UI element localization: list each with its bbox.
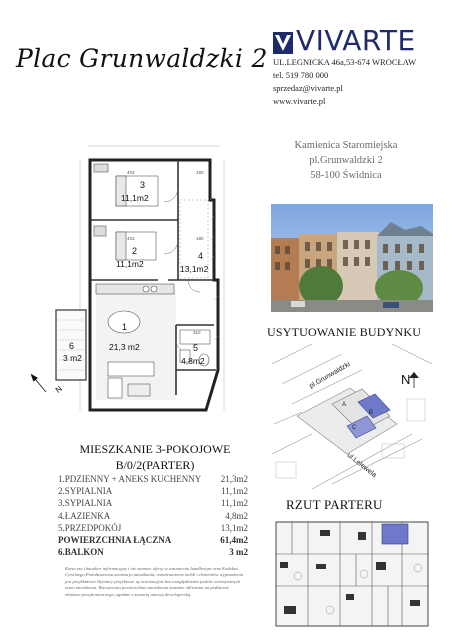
apartment-floor-plan [28,140,248,428]
room-label: 5.PRZEDPOKÓJ [58,522,122,533]
room-area: 13,1m2 [220,522,248,533]
room-number-6: 6 [69,341,75,351]
street-label-grunwaldzki: pl.Grunwaldzki [308,360,352,391]
room-row [58,485,248,497]
phone: tel. 519 780 000 [273,70,329,80]
room-area: 11,1m2 [221,498,248,509]
room-area-3: 11,1m2 [121,193,149,203]
balcony-row [58,546,248,558]
room-label: 4.ŁAZIENKA [58,510,111,521]
building-name: Kamienica Staromiejska [294,140,398,151]
room-row [58,510,248,522]
room-area-4: 13,1m2 [180,264,209,274]
room-number-1: 1 [122,322,128,332]
dimension-label: 403 [127,170,135,175]
page-title: Plac Grunwaldzki 2 [16,44,268,73]
apartment-code: B/0/2(PARTER) [115,458,195,472]
room-label: 1.PDZIENNY + ANEKS KUCHENNY [58,474,202,484]
room-row [58,497,248,509]
site-north-label: N [401,372,411,387]
dimension-label: 310 [193,330,201,335]
website: www.vivarte.pl [273,96,326,106]
room-area: 3 m2 [229,547,248,558]
total-area-row [58,534,248,546]
room-area-1: 21,3 m2 [109,342,140,352]
email: sprzedaz@vivarte.pl [273,83,343,93]
apartment-heading [55,441,255,473]
building-letter-b: B [369,410,374,416]
building-info [262,138,430,183]
site-plan [272,344,432,494]
room-label: POWIERZCHNIA ŁĄCZNA [58,535,172,546]
building-city: 58-100 Świdnica [310,170,382,181]
ground-floor-plan [272,514,432,630]
contact-block [273,56,416,108]
dimension-label: 180 [196,170,204,175]
room-area: 61,4m2 [220,535,248,546]
room-number-2: 2 [132,246,138,256]
apartment-type: MIESZKANIE 3-POKOJOWE [79,442,231,456]
room-label: 3.SYPIALNIA [58,498,113,509]
building-letter-a: A [342,402,347,408]
address: UL.LEGNICKA 46a,53-674 WROCŁAW [273,57,417,67]
building-letter-c: C [352,425,357,431]
room-number-4: 4 [198,251,204,261]
dimension-label: 180 [196,236,204,241]
disclaimer: Karta ma charakter informacyjny i nie stanowi oferty w rozumieniu handlowym oraz Kodeksu Cywilnego.Przedstawiona aranżacja mieszkania, rozmieszczenie mebli i elementów wyposażenia jest przykładowe.Wymiary projektowe są orientacyjne bez uwzględnienia tynków wewnętrznych ścian mieszkania. Rzeczywista powierzchnia mieszkania zostanie obliczona na podstawie obmiaru powykonawczego, zgodnie z zawartą umową deweloperską. [65,566,244,597]
room-area-2: 11,1m2 [116,259,144,269]
room-area: 11,1m2 [221,486,248,497]
location-heading: USYTUOWANIE BUDYNKU [267,325,422,339]
room-row [58,473,248,485]
room-area: 4,8m2 [225,510,248,521]
building-photo [271,204,433,312]
room-label: 2.SYPIALNIA [58,486,113,497]
room-label: 6.BALKON [58,547,104,558]
room-list [58,473,248,558]
room-number-5: 5 [193,343,199,353]
room-area-6: 3 m2 [63,353,82,363]
logo-text: VIVARTE [296,24,416,57]
building-street: pl.Grunwaldzki 2 [309,155,383,166]
dimension-label: 403 [127,236,135,241]
floor-plan-north-label: N [53,384,64,395]
room-area: 21,3m2 [220,474,248,484]
floor-heading: RZUT PARTERU [286,497,383,512]
room-area-5: 4,8m2 [181,356,205,366]
room-number-3: 3 [140,180,146,190]
street-label-lelewela: ul.Lelewela [345,451,378,480]
room-row [58,522,248,534]
vivarte-logo-icon [273,32,293,54]
